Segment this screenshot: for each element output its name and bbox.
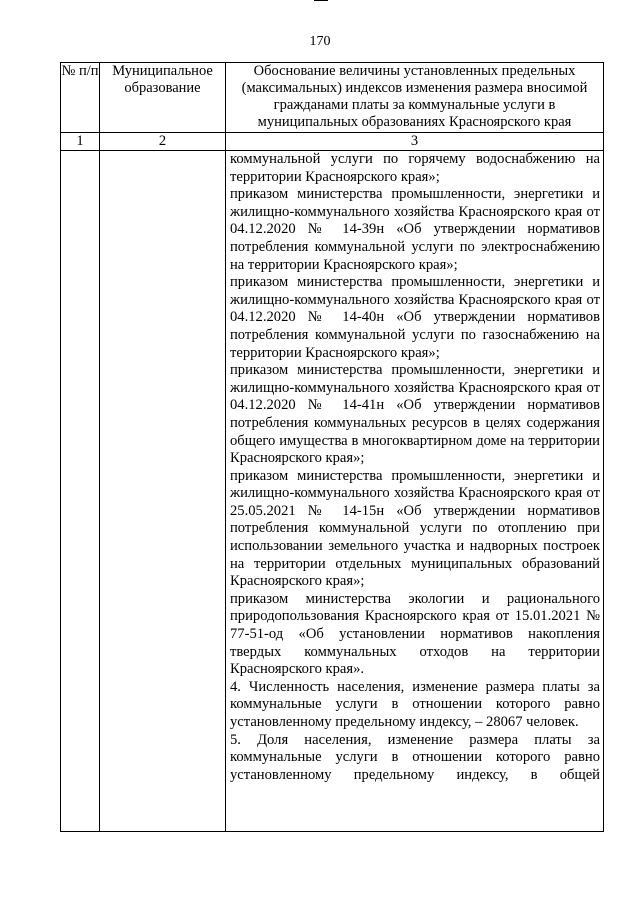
text-paragraph: 4. Численность населения, изменение размера платы за коммунальные услуги в отношении которого равно установленному предельному индексу, – 28067 человек. [230,678,600,730]
row-number-cell [61,151,100,832]
text-paragraph: приказом министерства промышленности, энергетики и жилищно-коммунального хозяйства Красноярского края от 04.12.2020 № 14-40н «Об утверждении нормативов потребления коммунальной услуги по газоснабжению на территории Красноярского края»; [230,274,600,361]
text-paragraph: приказом министерства промышленности, энергетики и жилищно-коммунального хозяйства Красноярского края от 25.05.2021 № 14-15н «Об утверждении нормативов потребления коммунальной услуги по отоплению при использовании земельного участка и надворных построек на территории отдельных муниципальных образований Красноярского края»; [230,467,600,590]
header-number: № п/п [61,63,100,133]
justification-table [60,62,604,832]
page-number: 170 [309,34,331,49]
text-paragraph: 5. Доля населения, изменение размера платы за коммунальные услуги в отношении которого равно установленному предельному индексу, в общей [230,731,600,783]
text-paragraph: коммунальной услуги по горячему водоснабжению на территории Красноярского края»; [230,151,600,185]
municipality-cell [100,151,226,832]
column-number-3: 3 [226,133,604,151]
header-municipality: Муниципальное образование [100,63,226,133]
table-row [61,151,604,832]
top-edge-mark [314,0,328,1]
text-paragraph: приказом министерства промышленности, энергетики и жилищно-коммунального хозяйства Красноярского края от 04.12.2020 № 14-41н «Об утверждении нормативов потребления коммунальных ресурсов в целях содержания общего имущества в многоквартирном доме на территории Красноярского края»; [230,362,600,467]
text-paragraph: приказом министерства промышленности, энергетики и жилищно-коммунального хозяйства Красноярского края от 04.12.2020 № 14-39н «Об утверждении нормативов потребления коммунальной услуги по электроснабжению на территории Красноярского края»; [230,186,600,273]
column-number-2: 2 [100,133,226,151]
column-number-row [61,133,604,151]
text-paragraph: приказом министерства экологии и рационального природопользования Красноярского края от 15.01.2021 № 77-51-од «Об установлении нормативов накопления твердых коммунальных отходов на территории Красноярского края». [230,590,600,678]
header-justification: Обоснование величины установленных предельных (максимальных) индексов изменения размера вносимой гражданами платы за коммунальные услуги в муниципальных образованиях Красноярского края [226,63,604,133]
table-header-row [61,63,604,133]
justification-cell [226,151,604,832]
column-number-1: 1 [61,133,100,151]
